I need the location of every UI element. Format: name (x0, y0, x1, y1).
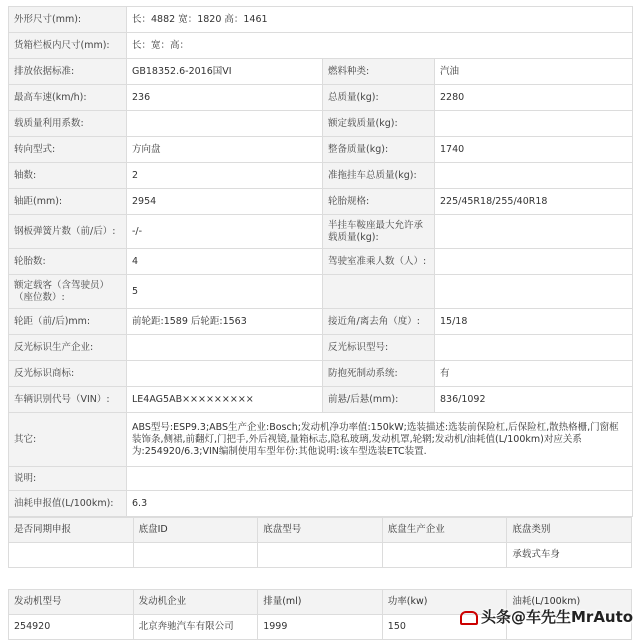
spec-label: 说明: (9, 467, 127, 491)
spec-sheet (8, 6, 632, 517)
spec-label: 整备质量(kg): (323, 137, 435, 163)
spec-label: 货箱栏板内尺寸(mm): (9, 33, 127, 59)
chassis-value-cell: 承载式车身 (507, 543, 632, 568)
spec-row (9, 189, 633, 215)
spec-label: 防抱死制动系统: (323, 361, 435, 387)
spec-row (9, 249, 633, 275)
spec-value: 836/1092 (435, 387, 633, 413)
spec-label: 轮胎规格: (323, 189, 435, 215)
spec-label: 反光标识商标: (9, 361, 127, 387)
spec-value: 225/45R18/255/40R18 (435, 189, 633, 215)
spec-value: LE4AG5AB××××××××× (127, 387, 323, 413)
engine-value-cell: 150 (382, 615, 507, 640)
chassis-header-cell: 底盘型号 (258, 518, 383, 543)
engine-value-cell: 北京奔驰汽车有限公司 (133, 615, 258, 640)
spec-label: 反光标识型号: (323, 335, 435, 361)
spec-row (9, 309, 633, 335)
chassis-value-row (9, 543, 632, 568)
chassis-value-cell (133, 543, 258, 568)
spec-value: 4 (127, 249, 323, 275)
chassis-header-row (9, 518, 632, 543)
spec-value (127, 335, 323, 361)
chassis-header-cell: 底盘ID (133, 518, 258, 543)
spec-value (127, 111, 323, 137)
spec-value (435, 249, 633, 275)
spec-label: 油耗申报值(L/100km): (9, 491, 127, 517)
spec-value: 长：宽：高： (127, 33, 633, 59)
watermark (460, 606, 633, 627)
spec-value (435, 275, 633, 309)
spec-value: 5 (127, 275, 323, 309)
spec-row (9, 361, 633, 387)
spec-value (127, 361, 323, 387)
spec-value (435, 163, 633, 189)
engine-value-cell: 254920 (9, 615, 134, 640)
spec-row (9, 33, 633, 59)
engine-header-cell: 发动机企业 (133, 590, 258, 615)
spec-label: 轴距(mm): (9, 189, 127, 215)
spec-row (9, 335, 633, 361)
spec-label: 额定载质量(kg): (323, 111, 435, 137)
spec-label: 轮距（前/后)mm: (9, 309, 127, 335)
spec-row (9, 413, 633, 467)
spec-row (9, 59, 633, 85)
spec-label: 驾驶室准乘人数（人）: (323, 249, 435, 275)
chassis-table (8, 517, 632, 568)
spec-label: 其它: (9, 413, 127, 467)
spec-value: 1740 (435, 137, 633, 163)
spec-row (9, 7, 633, 33)
spec-value: 6.3 (127, 491, 633, 517)
spec-label: 半挂车鞍座最大允许承载质量(kg): (323, 215, 435, 249)
spec-value: 2 (127, 163, 323, 189)
spec-value: ABS型号:ESP9.3;ABS生产企业:Bosch;发动机净功率值:150kW;选装描述:选装前保险杠,后保险杠,散热格栅,门窗框装饰条,侧裙,前翻灯,门把手,外后视镜,量箱标志,隐私玻璃,发动机罩,轮辋;发动机/油耗值(L/100km)对应关系为:254920/6.3;VIN编制使用车型年份:其他说明:该车型选装ETC装置. (127, 413, 633, 467)
chassis-section (8, 517, 632, 568)
spec-value: 15/18 (435, 309, 633, 335)
spec-label: 接近角/离去角（度）: (323, 309, 435, 335)
spec-label: 轮胎数: (9, 249, 127, 275)
spec-value: 236 (127, 85, 323, 111)
engine-header-cell: 功率(kw) (382, 590, 507, 615)
spec-row (9, 215, 633, 249)
engine-header-cell: 发动机型号 (9, 590, 134, 615)
car-logo-icon (460, 611, 478, 625)
engine-value-cell: 1999 (258, 615, 383, 640)
spec-value: -/- (127, 215, 323, 249)
chassis-header-cell: 底盘生产企业 (382, 518, 507, 543)
spec-row (9, 163, 633, 189)
spec-value: 汽油 (435, 59, 633, 85)
chassis-value-cell (382, 543, 507, 568)
spec-label: 车辆识别代号（VIN）: (9, 387, 127, 413)
spec-value: 2954 (127, 189, 323, 215)
spec-value: 方向盘 (127, 137, 323, 163)
spec-row (9, 275, 633, 309)
main-spec-table (8, 6, 633, 517)
spec-value (435, 111, 633, 137)
watermark-text: 头条@车先生MrAuto (481, 608, 634, 626)
spec-row (9, 85, 633, 111)
engine-header-cell: 油耗(L/100km) (507, 590, 632, 615)
spec-value: 有 (435, 361, 633, 387)
spec-label: 反光标识生产企业: (9, 335, 127, 361)
spec-label: 总质量(kg): (323, 85, 435, 111)
spec-value: 前轮距:1589 后轮距:1563 (127, 309, 323, 335)
spec-label (323, 275, 435, 309)
spec-label: 额定载客（含驾驶员）（座位数）: (9, 275, 127, 309)
spec-label: 转向型式: (9, 137, 127, 163)
spec-label: 排放依据标准: (9, 59, 127, 85)
spec-value: 2280 (435, 85, 633, 111)
spec-label: 最高车速(km/h): (9, 85, 127, 111)
engine-header-cell: 排量(ml) (258, 590, 383, 615)
spec-row (9, 387, 633, 413)
spec-row (9, 137, 633, 163)
spec-label: 燃料种类: (323, 59, 435, 85)
chassis-value-cell (258, 543, 383, 568)
spec-value: GB18352.6-2016国VI (127, 59, 323, 85)
spec-label: 前悬/后悬(mm): (323, 387, 435, 413)
spec-label: 载质量利用系数: (9, 111, 127, 137)
spec-value (435, 335, 633, 361)
spec-value (127, 467, 633, 491)
spec-label: 钢板弹簧片数（前/后）: (9, 215, 127, 249)
spec-label: 准拖挂车总质量(kg): (323, 163, 435, 189)
spec-label: 外形尺寸(mm): (9, 7, 127, 33)
spec-row (9, 491, 633, 517)
spec-row (9, 467, 633, 491)
spec-value (435, 215, 633, 249)
spec-row (9, 111, 633, 137)
chassis-header-cell: 底盘类别 (507, 518, 632, 543)
spec-label: 轴数: (9, 163, 127, 189)
spec-value: 长：4882 宽：1820 高：1461 (127, 7, 633, 33)
chassis-header-cell: 是否同期申报 (9, 518, 134, 543)
chassis-value-cell (9, 543, 134, 568)
